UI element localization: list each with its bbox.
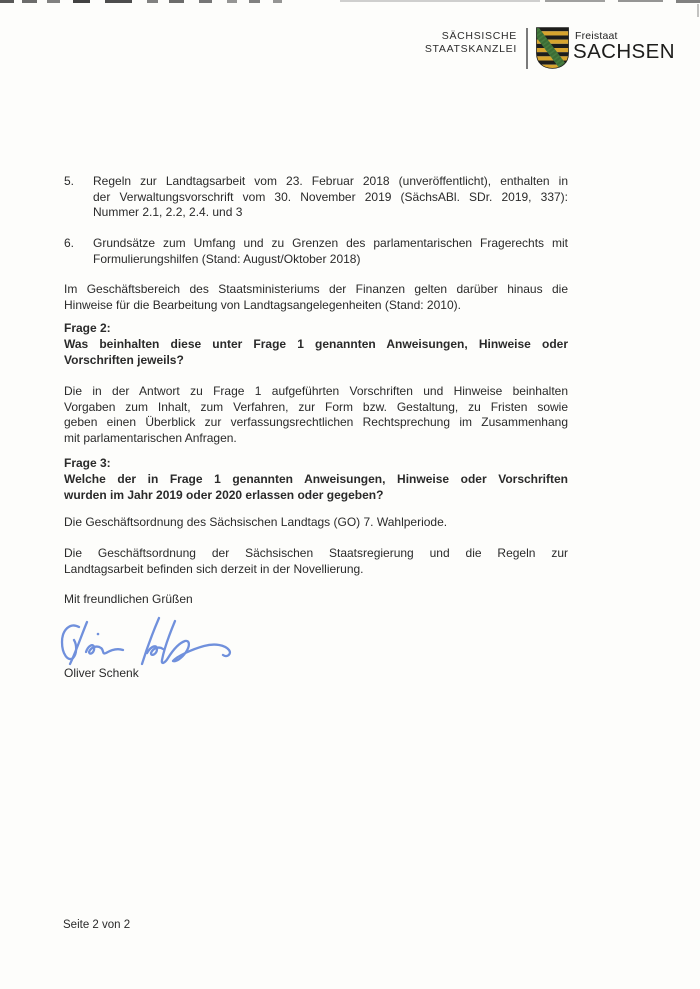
text-line: Nummer 2.1, 2.2, 2.4. und 3 <box>93 205 243 219</box>
letterhead-agency-name <box>425 30 517 56</box>
scan-artifact <box>273 0 282 3</box>
scan-artifact <box>676 0 700 3</box>
text-line: wurden im Jahr 2019 oder 2020 erlassen oder gegeben? <box>64 487 384 502</box>
question-2-label: Frage 2: <box>64 321 111 335</box>
signature-handwriting <box>59 613 237 671</box>
scan-artifact <box>697 4 699 17</box>
list-item-6 <box>64 236 568 267</box>
scan-artifact <box>249 0 260 3</box>
state-name-large: SACHSEN <box>573 40 675 63</box>
page-indicator: Seite 2 von 2 <box>63 919 131 931</box>
text-line: Formulierungshilfen (Stand: August/Oktober 2018) <box>93 251 361 266</box>
text-line: geben einen Überblick zur verfassungsrechtlichen Rechtsprechung im Zusammenhang <box>64 415 568 429</box>
question-2-text <box>64 337 568 368</box>
answer-3-paragraph-1 <box>64 515 568 531</box>
text-line: Welche der in Frage 1 genannten Anweisungen, Hinweise oder Vorschriften <box>64 472 568 486</box>
text-line: Grundsätze zum Umfang und zu Grenzen des parlamentarischen Fragerechts mit <box>93 236 568 250</box>
answer-2-paragraph <box>64 384 568 446</box>
scan-artifact <box>169 0 184 3</box>
question-3-label: Frage 3: <box>64 456 111 470</box>
scan-artifact <box>73 0 90 3</box>
agency-line-2: STAATSKANZLEI <box>424 43 517 55</box>
scan-artifact <box>227 0 237 3</box>
logo-divider <box>526 28 528 69</box>
text-line: mit parlamentarischen Anfragen. <box>64 430 237 445</box>
text-line: Die Geschäftsordnung des Sächsischen Landtags (GO) 7. Wahlperiode. <box>64 515 448 529</box>
closing-salutation: Mit freundlichen Grüßen <box>64 592 193 606</box>
paragraph-finance-note <box>64 282 568 313</box>
text-line: Vorgaben zum Inhalt, zum Verfahren, zur Form bzw. Gestaltung, zu Fristen sowie <box>64 399 568 414</box>
scan-artifact <box>545 0 605 2</box>
text-line: Landtagsarbeit befinden sich derzeit in der Novellierung. <box>64 561 364 576</box>
text-line: Hinweise für die Bearbeitung von Landtagsangelegenheiten (Stand: 2010). <box>64 297 461 312</box>
text-line: Was beinhalten diese unter Frage 1 genannten Anweisungen, Hinweise oder <box>64 337 568 351</box>
list-number: 5. <box>64 174 75 188</box>
list-number: 6. <box>64 236 75 250</box>
text-line: Regeln zur Landtagsarbeit vom 23. Februar 2018 (unveröffentlicht), enthalten in <box>93 174 568 188</box>
scan-artifact <box>199 0 212 3</box>
list-item-5 <box>64 174 568 221</box>
text-line: Die Geschäftsordnung der Sächsischen Staatsregierung und die Regeln zur <box>64 546 568 560</box>
scan-artifact <box>0 0 14 3</box>
question-3-text <box>64 472 568 503</box>
state-name-small: Freistaat <box>575 30 618 42</box>
scan-artifact <box>47 0 60 3</box>
text-line: Im Geschäftsbereich des Staatsministeriums der Finanzen gelten darüber hinaus die <box>64 282 568 296</box>
text-line: Die in der Antwort zu Frage 1 aufgeführten Vorschriften und Hinweise beinhalten <box>64 384 568 398</box>
saxony-coat-of-arms-icon <box>536 27 569 69</box>
scan-artifact <box>618 0 663 2</box>
scan-artifact <box>105 0 132 3</box>
text-line: Vorschriften jeweils? <box>64 352 184 367</box>
list-item-text <box>93 174 568 221</box>
scan-artifact <box>22 0 37 3</box>
scan-artifact <box>147 0 158 3</box>
list-item-text <box>93 236 568 267</box>
text-line: der Verwaltungsvorschrift vom 30. November 2019 (SächsABl. SDr. 2019, 337): <box>93 189 568 204</box>
scan-artifact <box>340 0 540 2</box>
signer-name: Oliver Schenk <box>64 666 139 680</box>
agency-line-1: SÄCHSISCHE <box>441 30 517 42</box>
answer-3-paragraph-2 <box>64 546 568 577</box>
